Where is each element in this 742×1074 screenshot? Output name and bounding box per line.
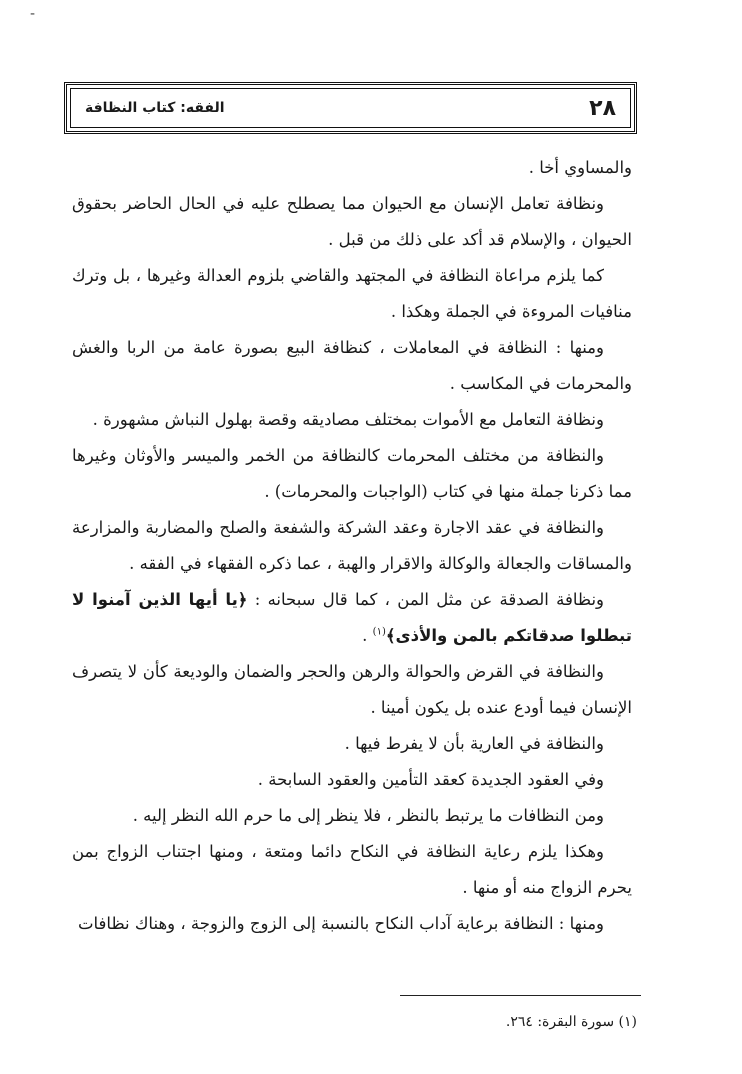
- paragraph-10: والنظافة في العارية بأن لا يفرط فيها .: [344, 734, 604, 753]
- footnote: (١) سورة البقرة: ٢٦٤.: [505, 1014, 637, 1030]
- page-number: ٢٨: [589, 95, 616, 121]
- paragraph-14: ومنها : النظافة برعاية آداب النكاح بالنسبة إلى الزوج والزوجة ، وهناك نظافات: [77, 914, 604, 933]
- paragraph-7: والنظافة في عقد الاجارة وعقد الشركة والشفعة والصلح والمضاربة والمزارعة والمساقات والجعالة والوكالة والاقرار والهبة ، عما ذكره الفقهاء في الفقه .: [72, 518, 632, 573]
- paragraph-3: كما يلزم مراعاة النظافة في المجتهد والقاضي بلزوم العدالة وغيرها ، بل وترك منافيات المروءة في الجملة وهكذا .: [72, 266, 632, 321]
- paragraph-11: وفي العقود الجديدة كعقد التأمين والعقود السابحة .: [257, 770, 604, 789]
- paragraph-13: وهكذا يلزم رعاية النظافة في النكاح دائما ومتعة ، ومنها اجتناب الزواج بمن يحرم الزواج منه أو منها .: [72, 842, 632, 897]
- footnote-divider: [400, 995, 641, 996]
- corner-mark: -: [30, 6, 36, 22]
- paragraph-9: والنظافة في القرض والحوالة والرهن والحجر والضمان والوديعة كأن لا يتصرف الإنسان فيما أودع عنده بل يكون أمينا .: [72, 662, 632, 717]
- page-header: [64, 82, 637, 134]
- paragraph-8: [72, 582, 632, 654]
- page-header-inner: [70, 88, 631, 128]
- body-text: [72, 150, 632, 942]
- paragraph-6: والنظافة من مختلف المحرمات كالنظافة من الخمر والميسر والأوثان وغيرها مما ذكرنا جملة منها في كتاب (الواجبات والمحرمات) .: [72, 446, 632, 501]
- running-title: الفقه: كتاب النظافة: [85, 100, 225, 116]
- paragraph-4: ومنها : النظافة في المعاملات ، كنظافة البيع بصورة عامة من الربا والغش والمحرمات في المكاسب .: [72, 338, 632, 393]
- footnote-reference: (١): [372, 626, 386, 638]
- paragraph-12: ومن النظافات ما يرتبط بالنظر ، فلا ينظر إلى ما حرم الله النظر إليه .: [132, 806, 604, 825]
- paragraph-8-end: .: [362, 626, 373, 645]
- paragraph-2: ونظافة تعامل الإنسان مع الحيوان مما يصطلح عليه في الحال الحاضر بحقوق الحيوان ، والإسلام قد أكد على ذلك من قبل .: [72, 194, 632, 249]
- paragraph-5: ونظافة التعامل مع الأموات بمختلف مصاديقه وقصة بهلول النباش مشهورة .: [92, 410, 604, 429]
- quran-verse: ﴿يا أيها الذين آمنوا لا تبطلوا صدقاتكم بالمن والأذى﴾: [72, 590, 632, 645]
- paragraph-1: والمساوي أخا .: [528, 158, 632, 177]
- paragraph-8-intro: ونظافة الصدقة عن مثل المن ، كما قال سبحانه :: [247, 590, 605, 609]
